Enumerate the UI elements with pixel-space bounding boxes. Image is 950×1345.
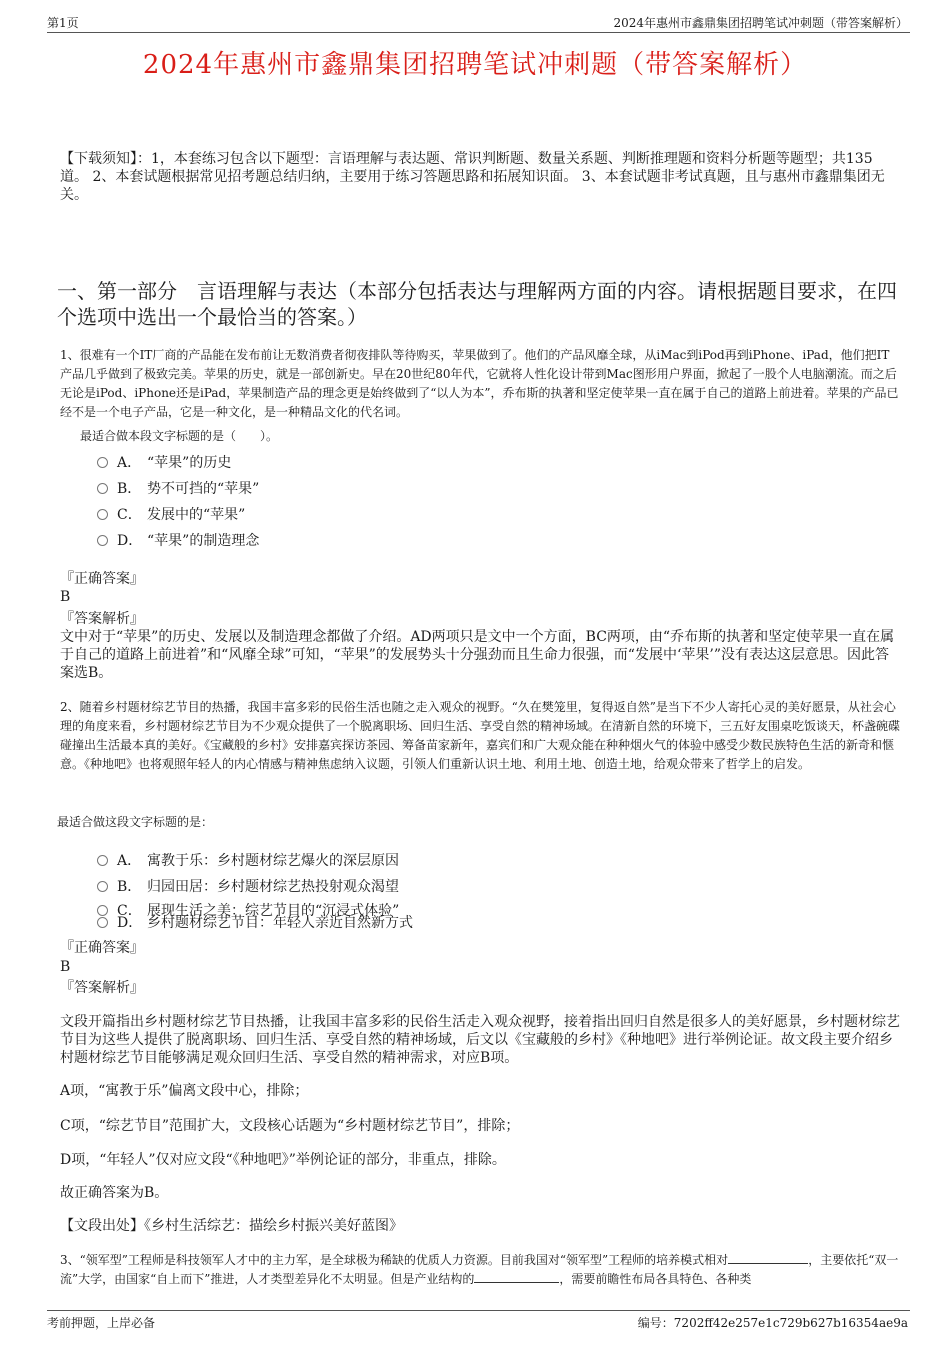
- q3-stem-part-2: ，主要依托“双一流”大学，由国家“自上而下”推进，人才类型差异化不太明显。但是产业结构的: [60, 1253, 899, 1286]
- option-text: 归园田居：乡村题材综艺热投射观众渴望: [147, 879, 399, 895]
- q1-option-b[interactable]: [97, 478, 259, 498]
- q2-option-d[interactable]: [97, 912, 413, 932]
- q1-answer: B: [60, 589, 71, 605]
- radio-icon[interactable]: [97, 457, 108, 468]
- option-text: 乡村题材综艺节目：年轻人亲近自然新方式: [147, 915, 413, 931]
- question-1-prompt: 最适合做本段文字标题的是（ ）。: [80, 429, 279, 443]
- question-2-prompt: 最适合做这段文字标题的是：: [57, 815, 214, 829]
- section-heading: 一、第一部分 言语理解与表达（本部分包括表达与理解两方面的内容。请根据题目要求，在四个选项中选出一个最恰当的答案。）: [57, 279, 897, 329]
- option-label: D．: [117, 915, 143, 931]
- option-text: “苹果”的制造理念: [147, 533, 260, 549]
- fill-blank-1[interactable]: [728, 1251, 808, 1264]
- q2-analysis: 文段开篇指出乡村题材综艺节目热播，让我国丰富多彩的民俗生活走入观众视野，接着指出回归自然是很多人的美好愿景，乡村题材综艺节目为这些人提供了脱离职场、回归生活、享受自然的精神场域，后文以《宝藏般的乡村》《种地吧》进行举例论证。故文段主要介绍乡村题材综艺节目能够满足观众回归生活、享受自然的精神需求，对应B项。: [60, 1014, 900, 1066]
- footer-code: 编号：7202ff42e257e1c729b627b16354ae9a: [637, 1316, 908, 1330]
- question-2-stem: 2、随着乡村题材综艺节目的热播，我国丰富多彩的民俗生活也随之走入观众的视野。“久在樊笼里，复得返自然”是当下不少人寄托心灵的美好愿景，从社会心理的角度来看，乡村题材综艺节目为不少观众提供了一个脱离职场、回归生活、享受自然的精神场域。在清新自然的环境下，三五好友围桌吃饭谈天，杯盏碗碟碰撞出生活最本真的美好。《宝藏般的乡村》安排嘉宾探访茶园、筹备苗家新年，嘉宾们和广大观众能在种种烟火气的体验中感受少数民族特色生活的新奇和惬意。《种地吧》也将观照年轻人的内心情感与精神焦虑纳入议题，引领人们重新认识土地、利用土地、创造土地，给观众带来了哲学上的启发。: [60, 700, 901, 771]
- q3-stem-part-3: ，需要前瞻性布局各具特色、各种类: [559, 1272, 752, 1286]
- q2-answer: B: [60, 959, 71, 975]
- q1-option-d[interactable]: [97, 530, 259, 550]
- option-text: “苹果”的历史: [147, 455, 232, 471]
- radio-icon[interactable]: [97, 881, 108, 892]
- header-doc-title: 2024年惠州市鑫鼎集团招聘笔试冲刺题（带答案解析）: [613, 16, 908, 30]
- footer-slogan: 考前押题，上岸必备: [47, 1316, 156, 1330]
- q1-option-a[interactable]: [97, 452, 231, 472]
- q2-option-d-note: D项，“年轻人”仅对应文段“《种地吧》”举例论证的部分，非重点，排除。: [60, 1152, 506, 1168]
- radio-icon[interactable]: [97, 855, 108, 866]
- footer-divider: [47, 1310, 910, 1311]
- option-text: 发展中的“苹果”: [147, 507, 246, 523]
- fill-blank-2[interactable]: [474, 1270, 559, 1283]
- q2-option-b[interactable]: [97, 876, 399, 896]
- download-notice: 【下载须知】：1，本套练习包含以下题型：言语理解与表达题、常识判断题、数量关系题、判断推理题和资料分析题等题型；共135道。 2、本套试题根据常见招考题总结归纳，主要用于练习答题思路和拓展知识面。 3、本套试题非考试真题，且与惠州市鑫鼎集团无关。: [60, 151, 885, 203]
- option-label: D．: [117, 533, 143, 549]
- q2-answer-heading: 『正确答案』: [60, 940, 144, 956]
- q2-option-c-note: C项，“综艺节目”范围扩大，文段核心话题为“乡村题材综艺节目”，排除；: [60, 1118, 520, 1134]
- option-text: 势不可挡的“苹果”: [147, 481, 260, 497]
- q2-source: 【文段出处】《乡村生活综艺：描绘乡村振兴美好蓝图》: [60, 1218, 403, 1234]
- radio-icon[interactable]: [97, 917, 108, 928]
- q2-analysis-heading: 『答案解析』: [60, 980, 144, 996]
- q1-analysis-heading: 『答案解析』: [60, 611, 144, 627]
- option-label: C．: [117, 903, 142, 919]
- header-divider: [47, 32, 910, 33]
- q1-analysis: 文中对于“苹果”的历史、发展以及制造理念都做了介绍。AD两项只是文中一个方面，BC两项，由“乔布斯的执著和坚定使苹果一直在属于自己的道路上前进着”和“风靡全球”可知，“苹果”的发展势头十分强劲而且生命力很强，而“发展中‘苹果’”没有表达这层意思。因此答案选B。: [60, 629, 895, 681]
- option-label: B．: [117, 879, 142, 895]
- question-1-stem: 1、很难有一个IT厂商的产品能在发布前让无数消费者彻夜排队等待购买，苹果做到了。他们的产品风靡全球，从iMac到iPod再到iPhone、iPad，他们把IT产品几乎做到了极致完美。苹果的历史，就是一部创新史。早在20世纪80年代，它就将人性化设计带到Mac图形用户界面，掀起了一股个人电脑潮流。而之后无论是iPod、iPhone还是iPad，苹果制造产品的理念更是始终做到了“以人为本”，乔布斯的执著和坚定使苹果一直在属于自己的道路上前进着。苹果的产品已经不是一个电子产品，它是一种文化，是一种精品文化的代名词。: [60, 348, 899, 419]
- option-label: C．: [117, 507, 142, 523]
- q2-option-a[interactable]: [97, 850, 399, 870]
- q3-stem-part-1: 3、“领军型”工程师是科技领军人才中的主力军，是全球极为稀缺的优质人力资源。目前我国对“领军型”工程师的培养模式相对: [60, 1253, 729, 1267]
- option-label: B．: [117, 481, 142, 497]
- page-title: 2024年惠州市鑫鼎集团招聘笔试冲刺题（带答案解析）: [142, 50, 808, 80]
- option-label: A．: [117, 455, 142, 471]
- question-3-stem: [60, 1251, 900, 1289]
- option-label: A．: [117, 853, 142, 869]
- q1-option-c[interactable]: [97, 504, 245, 524]
- option-text: 展现生活之美：综艺节目的“沉浸式体验”: [147, 903, 400, 919]
- page-number: 第1页: [47, 16, 79, 30]
- radio-icon[interactable]: [97, 509, 108, 520]
- q1-answer-heading: 『正确答案』: [60, 571, 144, 587]
- q2-option-a-note: A项，“寓教于乐”偏离文段中心，排除；: [60, 1083, 309, 1099]
- option-text: 寓教于乐：乡村题材综艺爆火的深层原因: [147, 853, 399, 869]
- radio-icon[interactable]: [97, 483, 108, 494]
- q2-conclusion: 故正确答案为B。: [60, 1185, 169, 1201]
- radio-icon[interactable]: [97, 535, 108, 546]
